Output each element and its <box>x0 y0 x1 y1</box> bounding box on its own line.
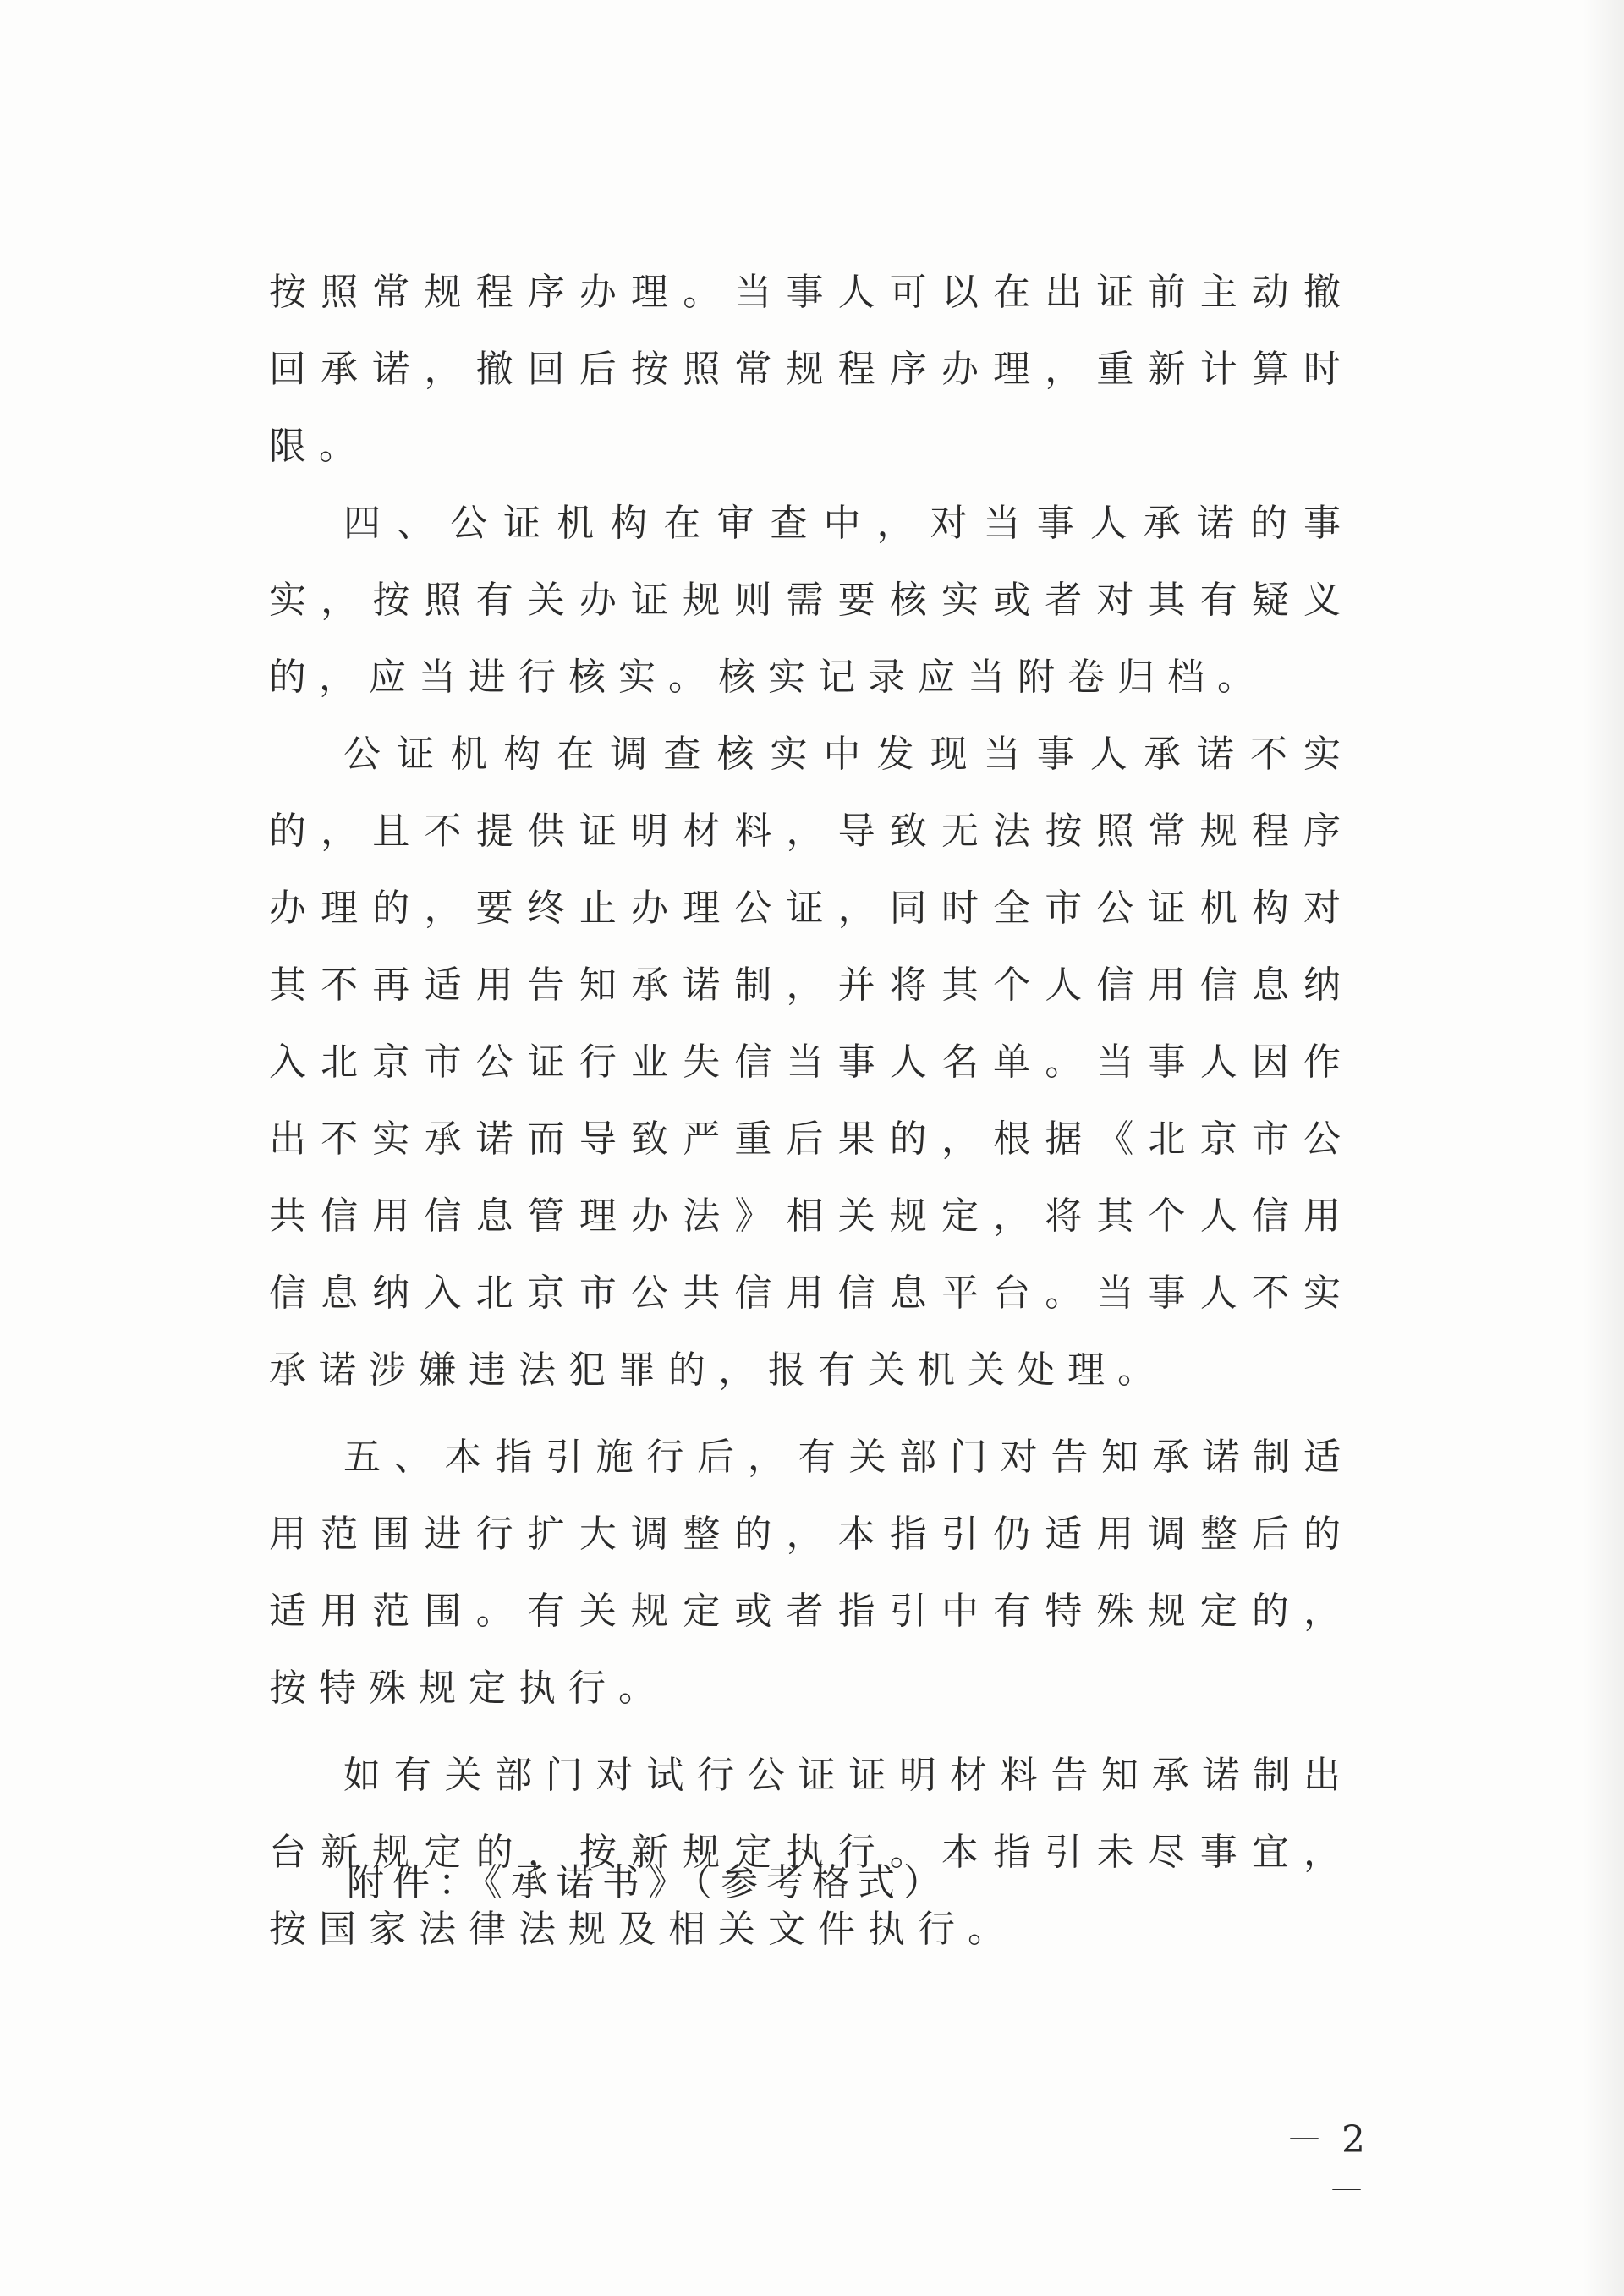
scan-edge-shadow <box>1583 0 1624 2296</box>
document-body <box>269 254 1353 1968</box>
paragraph-item-five: 五、本指引施行后，有关部门对告知承诺制适用范围进行扩大调整的，本指引仍适用调整后的适用范围。有关规定或者指引中有特殊规定的，按特殊规定执行。 <box>269 1436 1353 1710</box>
page-number: － 2 － <box>1286 2118 1369 2212</box>
attachment-note: 附件：《承诺书》（参考格式） <box>347 1861 949 1904</box>
paragraph-verification: 公证机构在调查核实中发现当事人承诺不实的，且不提供证明材料，导致无法按照常规程序办理的，要终止办理公证，同时全市公证机构对其不再适用告知承诺制，并将其个人信用信息纳入北京市公证行业失信当事人名单。当事人因作出不实承诺而导致严重后果的，根据《北京市公共信用信息管理办法》相关规定，将其个人信用信息纳入北京市公共信用信息平台。当事人不实承诺涉嫌违法犯罪的，报有关机关处理。 <box>269 733 1353 1392</box>
paragraph-continuation: 按照常规程序办理。当事人可以在出证前主动撤回承诺，撤回后按照常规程序办理，重新计算时限。 <box>269 271 1353 468</box>
paragraph-new-rules: 如有关部门对试行公证证明材料告知承诺制出台新规定的，按新规定执行。本指引未尽事宜，按国家法律法规及相关文件执行。 <box>269 1754 1353 1951</box>
paragraph-item-four: 四、公证机构在审查中，对当事人承诺的事实，按照有关办证规则需要核实或者对其有疑义的，应当进行核实。核实记录应当附卷归档。 <box>269 502 1353 699</box>
